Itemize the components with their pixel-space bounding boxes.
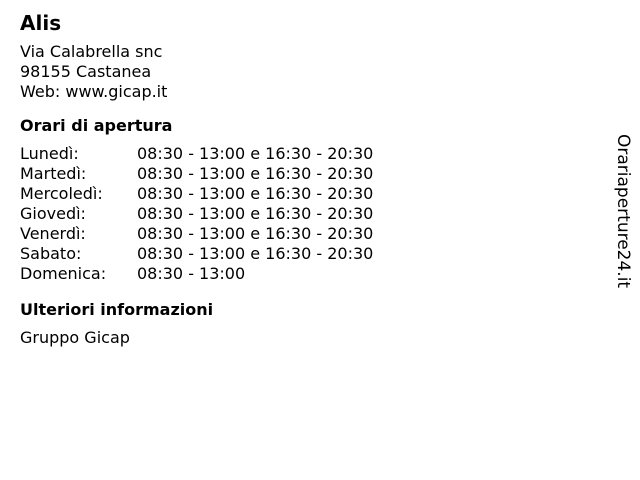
hours-value: 08:30 - 13:00 — [137, 264, 246, 283]
day-label: Sabato: — [20, 244, 82, 263]
day-label: Giovedì: — [20, 204, 86, 223]
opening-hours-heading: Orari di apertura — [20, 116, 173, 135]
hours-value: 08:30 - 13:00 e 16:30 - 20:30 — [137, 244, 374, 263]
hours-value: 08:30 - 13:00 e 16:30 - 20:30 — [137, 184, 374, 203]
hours-row-sunday — [20, 264, 590, 284]
day-label: Lunedì: — [20, 144, 79, 163]
opening-hours-table — [20, 144, 590, 284]
hours-row-thursday — [20, 204, 590, 224]
store-info-card — [20, 10, 590, 348]
hours-row-monday — [20, 144, 590, 164]
hours-value: 08:30 - 13:00 e 16:30 - 20:30 — [137, 204, 374, 223]
more-info-text: Gruppo Gicap — [20, 328, 130, 347]
hours-row-tuesday — [20, 164, 590, 184]
business-name: Alis — [20, 11, 62, 35]
hours-value: 08:30 - 13:00 e 16:30 - 20:30 — [137, 224, 374, 243]
website-line: Web: www.gicap.it — [20, 82, 168, 101]
hours-value: 08:30 - 13:00 e 16:30 - 20:30 — [137, 164, 374, 183]
address-city: 98155 Castanea — [20, 62, 152, 81]
site-watermark: Orariaperture24.it — [613, 134, 633, 289]
address-street: Via Calabrella snc — [20, 42, 163, 61]
hours-row-wednesday — [20, 184, 590, 204]
address-block — [20, 42, 590, 102]
day-label: Mercoledì: — [20, 184, 103, 203]
day-label: Domenica: — [20, 264, 107, 283]
more-info-heading: Ulteriori informazioni — [20, 300, 214, 319]
day-label: Martedì: — [20, 164, 87, 183]
hours-value: 08:30 - 13:00 e 16:30 - 20:30 — [137, 144, 374, 163]
hours-row-saturday — [20, 244, 590, 264]
day-label: Venerdì: — [20, 224, 86, 243]
hours-row-friday — [20, 224, 590, 244]
